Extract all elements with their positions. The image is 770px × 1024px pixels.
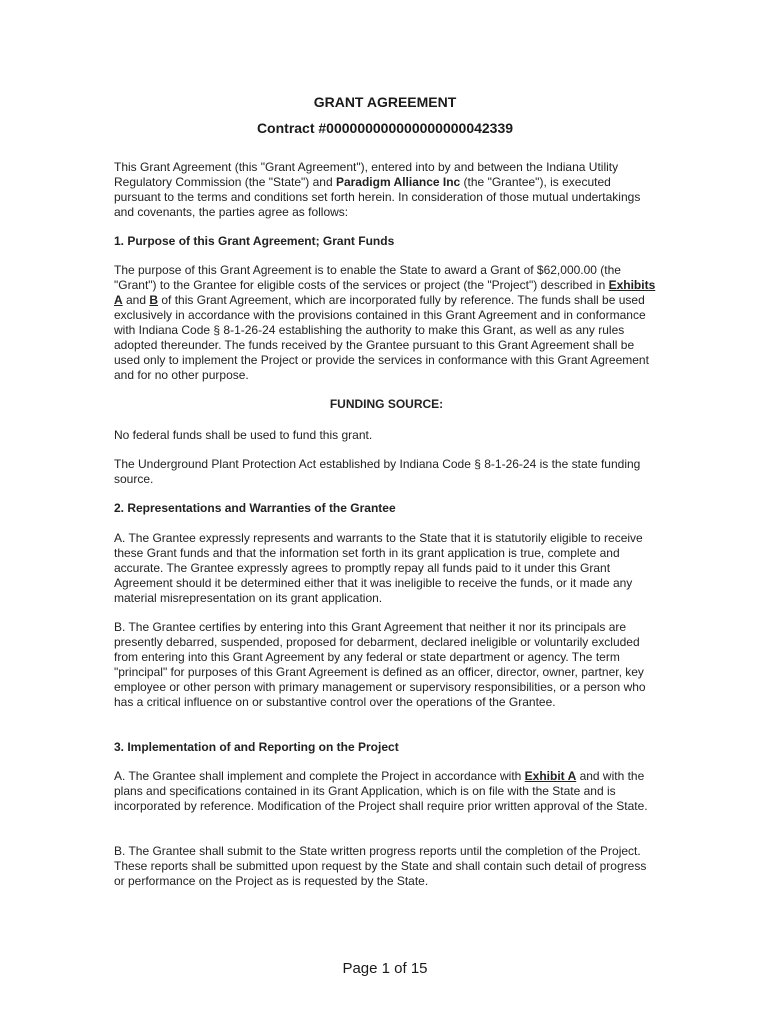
- section-1-text-a: The purpose of this Grant Agreement is to enable the State to award a Grant of $62,000.00 (the "Grant") to the Grantee for eligible costs of the services or project (the "Project") described in: [114, 263, 621, 292]
- section-2-paragraph-a: A. The Grantee expressly represents and warrants to the State that it is statutorily eligible to receive these Grant funds and that the information set forth in its grant application is true, complete and accurate. The Grantee expressly agrees to promptly repay all funds paid to it under this Grant Agreement should it be determined either that it was ineligible to receive the funds, or it made any material misrepresentation on its grant application.: [114, 531, 643, 605]
- funding-paragraph-1: No federal funds shall be used to fund this grant.: [114, 428, 373, 442]
- section-1-heading: 1. Purpose of this Grant Agreement; Grant Funds: [114, 234, 395, 248]
- section-1-and: and: [122, 293, 150, 307]
- document-title: GRANT AGREEMENT: [313, 94, 457, 110]
- section-3-paragraph-b: B. The Grantee shall submit to the State written progress reports until the completion of the Project. These reports shall be submitted upon request by the State and shall contain such detail of progress or performance on the Project as is requested by the State.: [114, 844, 647, 888]
- section-2-paragraph-b: B. The Grantee certifies by entering into this Grant Agreement that neither it nor its principals are presently debarred, suspended, proposed for debarment, declared ineligible or voluntarily excluded from entering into this Grant Agreement by any federal or state department or agency. The term "principal" for purposes of this Grant Agreement is defined as an officer, director, owner, partner, key employee or other person with primary management or supervisory responsibilities, or a person who has a critical influence on or substantive control over the operations of the Grantee.: [114, 620, 646, 709]
- intro-paragraph: [114, 160, 659, 220]
- exhibit-a-link[interactable]: Exhibit A: [524, 769, 577, 783]
- intro-text-b: (the "Grantee"), is executed pursuant to the terms and conditions set forth herein. In consideration of those mutual undertakings and covenants, the parties agree as follows:: [114, 175, 641, 219]
- page-number: Page 1 of 15: [342, 960, 428, 977]
- exhibit-b-link[interactable]: B: [149, 293, 159, 307]
- section-2-heading: 2. Representations and Warranties of the Grantee: [114, 501, 396, 515]
- funding-source-heading: FUNDING SOURCE:: [329, 397, 444, 411]
- intro-text-a: This Grant Agreement (this "Grant Agreement"), entered into by and between the Indiana Utility Regulatory Commission (the "State") and: [114, 160, 619, 189]
- section-1-paragraph: [114, 263, 659, 383]
- section-3-text-a1: A. The Grantee shall implement and complete the Project in accordance with: [114, 769, 525, 783]
- contract-number: Contract #000000000000000000042339: [256, 120, 514, 136]
- section-1-text-b: of this Grant Agreement, which are incorporated fully by reference. The funds shall be used exclusively in accordance with the provisions contained in this Grant Agreement and in conformance with Indiana Code § 8-1-26-24 establishing the authority to make this Grant, as well as any rules adopted thereunder. The funds received by the Grantee pursuant to this Grant Agreement shall be used only to implement the Project or provide the services in conformance with this Grant Agreement and for no other purpose.: [114, 293, 649, 382]
- section-3-paragraph-a: [114, 769, 659, 814]
- section-3-heading: 3. Implementation of and Reporting on the Project: [114, 740, 399, 754]
- exhibits-a-link[interactable]: Exhibits A: [114, 278, 656, 307]
- grantee-name: Paradigm Alliance Inc: [335, 175, 461, 189]
- funding-paragraph-2: The Underground Plant Protection Act established by Indiana Code § 8-1-26-24 is the state funding source.: [114, 457, 641, 486]
- section-3-text-a2: and with the plans and specifications contained in its Grant Application, which is on file with the State and is incorporated by reference. Modification of the Project shall require prior written approval of the State.: [114, 769, 648, 813]
